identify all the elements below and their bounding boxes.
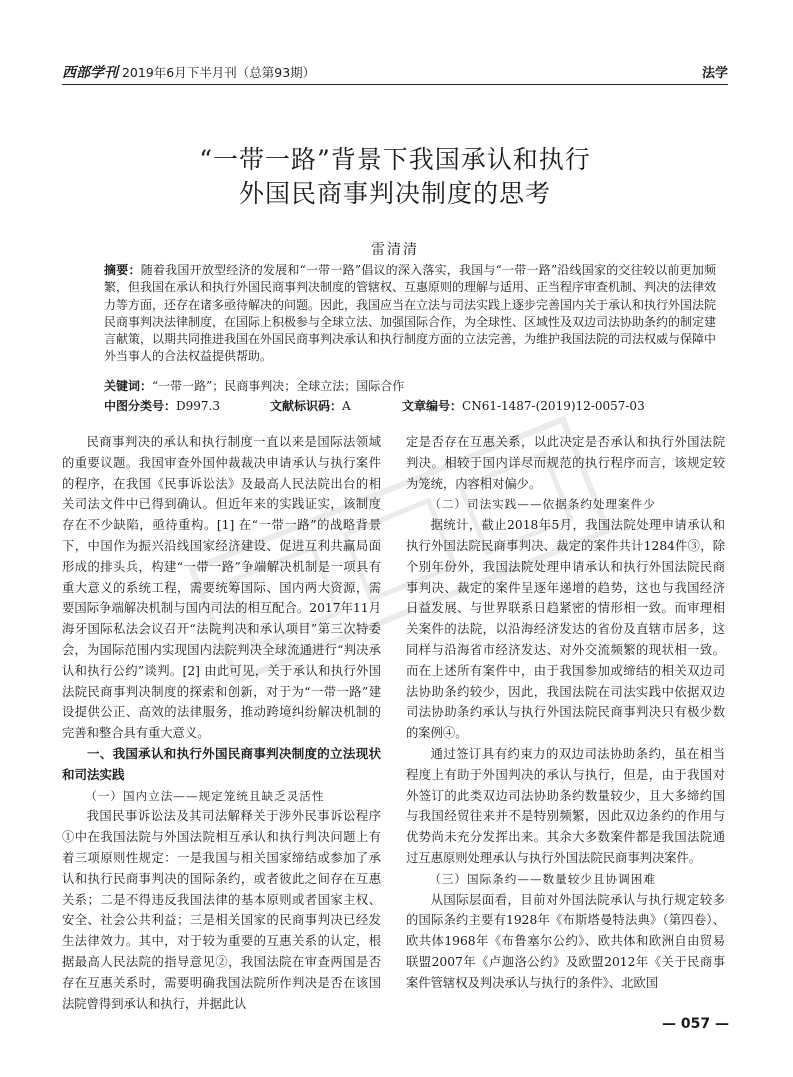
issue-info: 2019年6月下半月刊（总第93期） <box>121 65 316 80</box>
doc-code-value: A <box>342 399 351 413</box>
paragraph: 从国际层面看，目前对外国法院承认与执行规定较多的国际条约主要有1928年《布斯塔曼特法典》（第四卷）、欧共体1968年《布鲁塞尔公约》、欧共体和欧洲自由贸易联盟2007年《卢迦洛公约》及欧盟2012年《关于民商事案件管辖权及判决承认与执行的条件》、北欧国 <box>406 892 725 990</box>
doc-code-label: 文献标识码： <box>270 399 343 413</box>
journal-info <box>62 62 315 82</box>
subsection-heading: （一）国内立法——规定笼统且缺乏灵活性 <box>85 788 325 803</box>
left-column <box>62 432 381 1014</box>
abstract-label: 摘要： <box>104 263 141 277</box>
header-rule <box>62 84 728 85</box>
paragraph: 通过签订具有约束力的双边司法协助条约，虽在相当程度上有助于外国判决的承认与执行，但是，由于我国对外签订的此类双边司法协助条约数量较少，且大多缔约国与我国经贸往来并不是特别频繁，因此双边条约的作用与优势尚未充分发挥出来。其余大多数案件都是我国法院通过互惠原则处理承认与执行外国法院民商事判决案件。 <box>406 746 725 865</box>
abstract-text: 随着我国开放型经济的发展和“一带一路”倡议的深入落实，我国与“一带一路”沿线国家的交往较以前更加频繁，但我国在承认和执行外国民商事判决制度的管辖权、互惠原则的理解与适用、正当程序审查机制、判决的法律效力等方面，还存在诸多亟待解决的问题。因此，我国应当在立法与司法实践上逐步完善国内关于承认和执行外国法院民商事判决法律制度，在国际上积极参与全球立法、加强国际合作，为全球性、区域性及双边司法协助条约的制定建言献策，以期共同推进我国在外国民商事判决承认和执行制度方面的立法完善，为维护我国法院的司法权威与保障中外当事人的合法权益提供帮助。 <box>104 263 717 364</box>
right-column <box>406 432 725 994</box>
article-title-line2: 外国民商事判决制度的思考 <box>238 179 551 208</box>
clc-label: 中图分类号： <box>104 399 177 413</box>
article-number-label: 文章编号： <box>402 399 463 413</box>
section-name: 法学 <box>701 66 728 81</box>
page-number: — 057 — <box>662 1016 729 1032</box>
paragraph: 定是否存在互惠关系，以此决定是否承认和执行外国法院判决。相较于国内详尽而规范的执行程序而言，该规定较为笼统，内容相对偏少。 <box>406 435 725 491</box>
abstract <box>104 262 716 366</box>
author-name: 雷清清 <box>371 242 419 258</box>
running-header <box>62 62 728 82</box>
keywords-text: “一带一路”；民商事判决；全球立法；国际合作 <box>152 379 405 393</box>
clc-value: D997.3 <box>176 399 220 413</box>
journal-logo: 西部学刊 <box>62 65 118 81</box>
article-title-line1: “一带一路”背景下我国承认和执行 <box>199 145 591 174</box>
paragraph: 据统计，截止2018年5月，我国法院处理申请承认和执行外国法院民商事判决、裁定的案件共计1284件③，除个别年份外，我国法院处理申请承认和执行外国法院民商事判决、裁定的案件呈逐年递增的趋势，这也与我国经济日益发展、与世界联系日趋紧密的情形相一致。而审理相关案件的法院，以沿海经济发达的省份及直辖市居多，这同样与沿海省市经济发达、对外交流频繁的现状相一致。而在上述所有案件中，由于我国参加或缔结的相关双边司法协助条约较少，因此，我国法院在司法实践中依据双边司法协助条约承认与执行外国法院民商事判决只有极少数的案例④。 <box>406 518 725 741</box>
subsection-heading: （二）司法实践——依据条约处理案件少 <box>429 497 656 512</box>
keywords-label: 关键词： <box>104 379 153 393</box>
paragraph: 我国民事诉讼法及其司法解释关于涉外民事诉讼程序①中在我国法院与外国法院相互承认和执行判决问题上有着三项原则性规定：一是我国与相关国家缔结或参加了承认和执行民商事判决的国际条约，或者彼此之间存在互惠关系；二是不得违反我国法律的基本原则或者国家主权、安全、社会公共利益；三是相关国家的民商事判决已经发生法律效力。其中，对于较为重要的互惠关系的认定，根据最高人民法院的指导意见②，我国法院在审查两国是否存在互惠关系时，需要明确我国法院所作判决是否在该国法院曾得到承认和执行，并据此认 <box>62 809 381 1011</box>
paragraph: 民商事判决的承认和执行制度一直以来是国际法领域的重要议题。我国审查外国仲裁裁决申请承认与执行案件的程序，在我国《民事诉讼法》及最高人民法院出台的相关司法文件中已得到确认。但近年来的实践证实，该制度存在不少缺陷，亟待重构。[1] 在“一带一路”的战略背景下，中国作为振兴沿线国家经济建设、促进互利共赢局面形成的排头兵，构建“一带一路”争端解决机制是一项具有重大意义的系统工程，需要统筹国际、国内两大资源，需要国际争端解决机制与国内司法的相互配合。2017年11月海牙国际私法会议召开“法院判决和承认项目”第三次特委会，为国际范围内实现国内法院判决全球流通进行“判决承认和执行公约”谈判。[2] 由此可见，关于承认和执行外国法院民商事判决制度的探索和创新，对于为“一带一路”建设提供公正、高效的法律服务，推动跨境纠纷解决机制的完善和整合具有重大意义。 <box>62 435 381 741</box>
article-number-value: CN61-1487-(2019)12-0057-03 <box>462 399 645 413</box>
subsection-heading: （三）国际条约——数量较少且协调困难 <box>429 871 656 886</box>
section-heading: 一、我国承认和执行外国民商事判决制度的立法现状和司法实践 <box>62 745 381 782</box>
